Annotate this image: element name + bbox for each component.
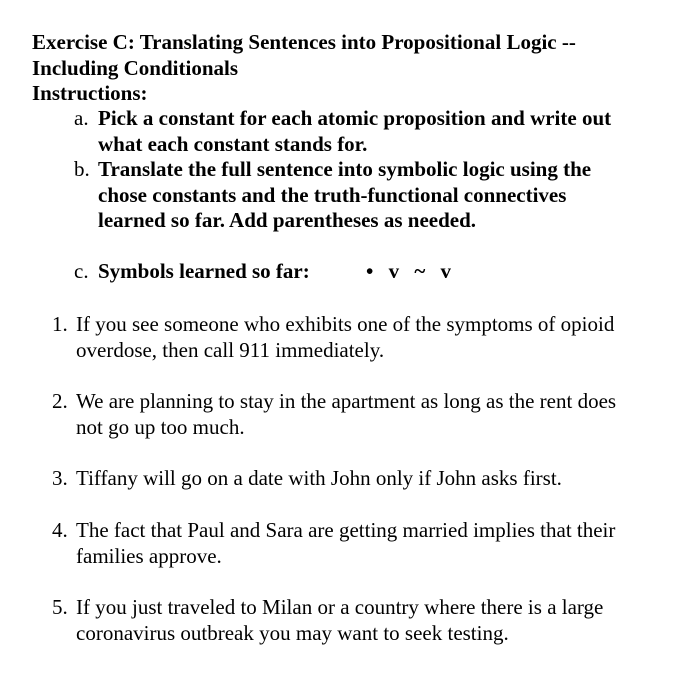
tilde-symbol: ~: [414, 259, 426, 283]
symbols-list: [366, 259, 461, 285]
instruction-letter: c.: [74, 259, 89, 283]
instruction-text: Pick a constant for each atomic proposition and write out what each constant stands for.: [98, 106, 612, 156]
page-title: Exercise C: Translating Sentences into Propositional Logic -- Including Conditionals: [32, 30, 576, 80]
exercise-item: [52, 312, 622, 363]
exercise-item: [52, 466, 622, 492]
exercise-item: [52, 389, 622, 440]
instruction-text: Symbols learned so far:: [98, 259, 310, 283]
exercise-text: The fact that Paul and Sara are getting married implies that their families approve.: [76, 518, 616, 568]
instruction-item-b: [74, 157, 614, 234]
instruction-text: Translate the full sentence into symbolic logic using the chose constants and the truth-functional connectives learned so far. Add parentheses as needed.: [98, 157, 592, 232]
exercise-text: We are planning to stay in the apartment as long as the rent does not go up too much.: [76, 389, 617, 439]
exercise-text: Tiffany will go on a date with John only if John asks first.: [76, 466, 562, 490]
wedge-symbol: v: [440, 259, 452, 283]
instruction-letter: b.: [74, 157, 90, 181]
wedge-symbol: v: [388, 259, 400, 283]
exercise-number: 2.: [52, 389, 68, 413]
exercise-number: 4.: [52, 518, 68, 542]
exercise-text: If you see someone who exhibits one of the symptoms of opioid overdose, then call 911 immediately.: [76, 312, 615, 362]
exercise-item: [52, 595, 622, 646]
exercise-number: 5.: [52, 595, 68, 619]
exercise-number: 3.: [52, 466, 68, 490]
exercise-item: [52, 518, 622, 569]
dot-symbol: •: [366, 259, 374, 283]
instructions-heading: Instructions:: [32, 81, 148, 105]
exercise-text: If you just traveled to Milan or a country where there is a large coronavirus outbreak you may want to seek testing.: [76, 595, 604, 645]
instruction-item-c: [74, 259, 614, 285]
instruction-item-a: [74, 106, 614, 157]
instruction-letter: a.: [74, 106, 89, 130]
exercise-number: 1.: [52, 312, 68, 336]
